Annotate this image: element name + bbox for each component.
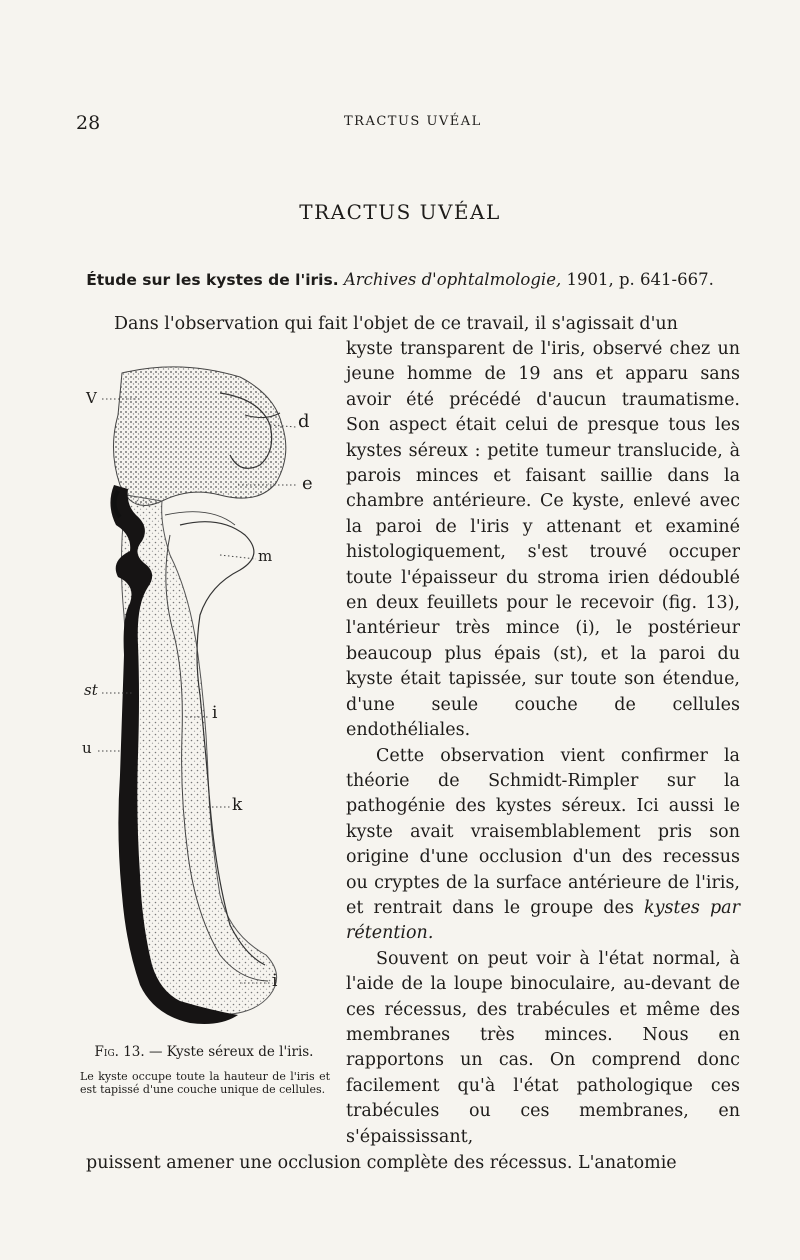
body-first-line: Dans l'observation qui fait l'objet de ce travail, il s'agissait d'un	[114, 314, 678, 334]
figure-caption	[78, 1044, 330, 1060]
citation-journal: Archives d'ophtalmologie,	[343, 270, 562, 289]
body-last-line: puissent amener une occlusion complète des récessus. L'anatomie	[86, 1153, 677, 1173]
citation-title: Étude sur les kystes de l'iris.	[86, 271, 339, 289]
figure-label-d: d	[298, 411, 310, 432]
body-column	[346, 337, 740, 1150]
figure-caption-text: — Kyste séreux de l'iris.	[148, 1044, 314, 1060]
figure-label-m: m	[258, 547, 273, 565]
paragraph-1: kyste transparent de l'iris, observé chez un jeune homme de 19 ans et apparu sans avoir été précédé d'aucun traumatisme. Son aspect était celui de presque tous les kystes séreux : petite tumeur translucide, à parois minces et faisant saillie dans la chambre antérieure. Ce kyste, enlevé avec la paroi de l'iris y attenant et examiné histologiquement, s'est trouvé occuper toute l'épaisseur du stroma irien dédoublé en deux feuillets pour le recevoir (fig. 13), l'antérieur très mince (i), le postérieur beaucoup plus épais (st), et la paroi du kyste était tapissée, sur toute son étendue, d'une seule couche de cellules endothéliales.	[346, 339, 740, 741]
paragraph-2	[346, 744, 740, 947]
figure-label-st: st	[84, 681, 98, 699]
iris-cyst-drawing	[70, 355, 340, 1035]
figure-label-k: k	[232, 795, 243, 815]
figure-label-i-lower: i	[272, 971, 278, 991]
paragraph-2-text: Cette observation vient confirmer la théorie de Schmidt-Rimpler sur la pathogénie des kystes séreux. Ici aussi le kyste avait vraisemblablement pris son origine d'une occlusion d'un des recessus ou cryptes de la surface antérieure de l'iris, et rentrait dans le groupe des	[346, 745, 740, 918]
citation-details: 1901, p. 641-667.	[566, 270, 714, 289]
running-title: TRACTUS UVÉAL	[344, 114, 482, 129]
figure-label-e: e	[302, 473, 313, 494]
figure-13-illustration	[70, 355, 340, 1035]
paragraph-2-italic: kystes par rétention.	[346, 897, 740, 944]
page-number: 28	[76, 112, 101, 134]
figure-label-u: u	[82, 739, 92, 757]
figure-label-v: V	[86, 389, 97, 407]
paragraph-3: Souvent on peut voir à l'état normal, à l'aide de la loupe binoculaire, au-devant de ces récessus, des trabécules et même des membranes très minces. Nous en rapportons un cas. On comprend donc facilement qu'à l'état pathologique ces trabécules ou ces membranes, en s'épaississant,	[346, 948, 740, 1147]
citation	[0, 270, 800, 289]
figure-number: Fig. 13.	[94, 1044, 145, 1060]
figure-note: Le kyste occupe toute la hauteur de l'iris et est tapissé d'une couche unique de cellules.	[80, 1070, 330, 1096]
figure-label-i-upper: i	[212, 703, 218, 723]
section-title: TRACTUS UVÉAL	[299, 200, 501, 224]
